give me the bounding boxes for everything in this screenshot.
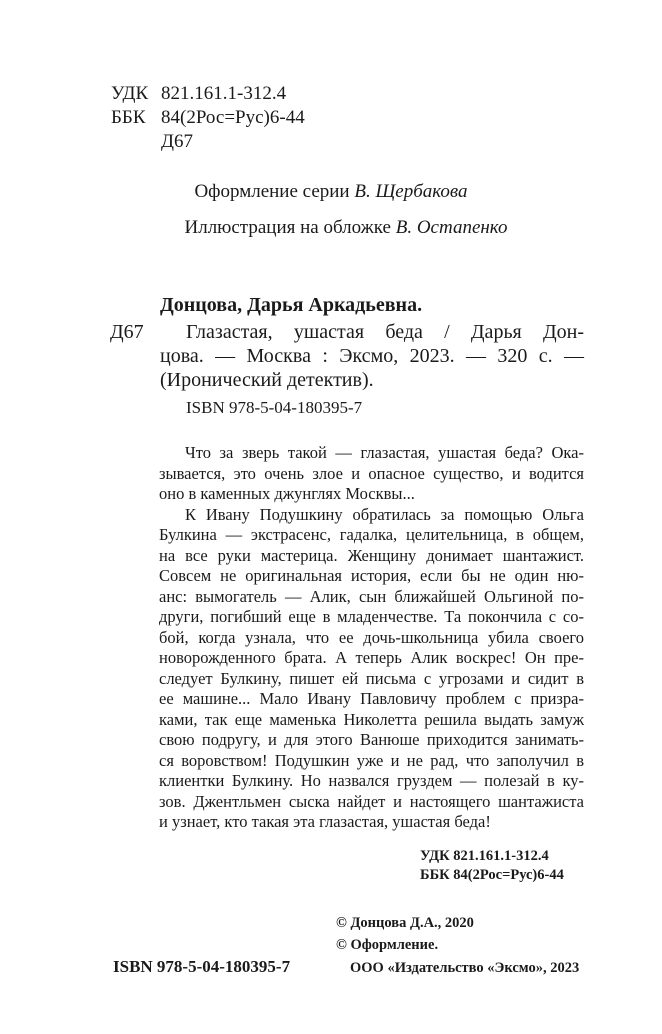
annotation-line: ками, так еще маменька Николетта решила выдать замуж	[159, 709, 584, 729]
annotation-line: зов. Джентльмен сыска найдет и настоящего шантажиста	[159, 791, 584, 811]
author-heading: Донцова, Дарья Аркадьевна.	[160, 294, 423, 316]
annotation-line: други, погибший еще в младенчестве. Та покончила с со-	[159, 607, 584, 626]
bbk-label: ББК	[111, 107, 146, 128]
annotation-line: Совсем не оригинальная история, если бы не один ню-	[159, 566, 584, 585]
publisher-copyright: ООО «Издательство «Эксмо», 2023	[350, 960, 580, 976]
cover-illustration-name: В. Остапенко	[395, 217, 508, 238]
footer-isbn: ISBN 978-5-04-180395-7	[113, 957, 291, 976]
cover-illustration-credit	[0, 217, 662, 239]
series-design-credit	[0, 181, 662, 203]
annotation-line: свою подругу, и для этого Ванюше приходится занимать-	[159, 730, 584, 749]
description-line-1: Глазастая, ушастая беда / Дарья Дон-	[186, 321, 584, 343]
copyright-design: © Оформление.	[336, 937, 439, 953]
annotation-line: новорожденного брата. А теперь Алик воскрес! Он пре-	[159, 648, 584, 667]
annotation-line: бой, когда узнала, что ее дочь-школьница убила своего	[159, 627, 584, 647]
annotation-line: следует Булкину, пишет ей письма с угрозами и сидит в	[159, 668, 584, 688]
udk-value: 821.161.1-312.4	[161, 83, 287, 104]
annotation-line: анс: вымогатель — Алик, сын ближайшей Ольгиной по-	[159, 586, 584, 606]
copyright-author: © Донцова Д.А., 2020	[336, 915, 474, 931]
author-sign: Д67	[110, 321, 144, 343]
annotation-line: Булкина — экстрасенс, гадалка, целительница, в общем,	[159, 525, 584, 544]
udk-label: УДК	[111, 83, 149, 104]
description-line-3: (Иронический детектив).	[160, 369, 374, 391]
bbk-value: 84(2Рос=Рус)6-44	[161, 107, 305, 128]
annotation-line: К Ивану Подушкину обратилась за помощью Ольга	[185, 504, 584, 524]
annotation-line: и узнает, кто такая эта глазастая, ушастая беда!	[159, 812, 491, 831]
description-line-2: цова. — Москва : Эксмо, 2023. — 320 с. —	[160, 345, 584, 367]
annotation-line: ся воровством! Подушкин уже и не рад, что заполучил в	[159, 750, 584, 770]
annotation-line: зывается, это очень злое и опасное существо, и водится	[159, 463, 584, 483]
bbk-bold: ББК 84(2Рос=Рус)6-44	[420, 867, 564, 883]
cover-illustration-prefix: Иллюстрация на обложке	[184, 217, 391, 238]
series-design-prefix: Оформление серии	[194, 181, 350, 202]
annotation-line: оно в каменных джунглях Москвы...	[159, 484, 415, 503]
author-sign-header: Д67	[161, 131, 193, 152]
udk-bold: УДК 821.161.1-312.4	[420, 848, 549, 864]
annotation-line: клиентки Булкину. Но назвался груздем — полезай в ку-	[159, 771, 584, 790]
annotation-line: ее машине... Мало Ивану Павловичу проблем с призра-	[159, 689, 584, 708]
series-design-name: В. Щербакова	[354, 181, 468, 202]
annotation-line: Что за зверь такой — глазастая, ушастая беда? Ока-	[185, 443, 584, 462]
record-isbn: ISBN 978-5-04-180395-7	[186, 398, 363, 417]
annotation-line: на все руки мастерица. Женщину донимает шантажист.	[159, 545, 584, 565]
